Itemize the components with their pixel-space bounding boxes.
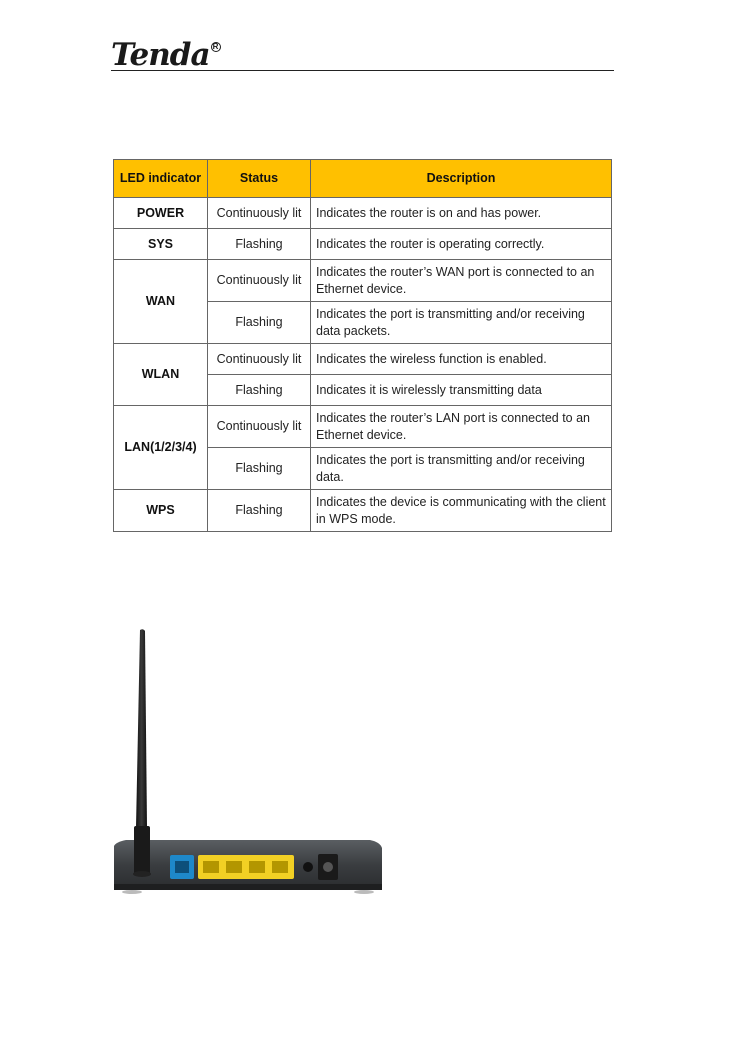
status-cell: Flashing	[208, 448, 311, 490]
table-header-row	[114, 160, 612, 198]
table-row	[114, 406, 612, 448]
status-cell: Continuously lit	[208, 198, 311, 229]
status-cell: Continuously lit	[208, 344, 311, 375]
status-cell: Flashing	[208, 229, 311, 260]
antenna-icon	[133, 629, 151, 877]
tenda-logo	[111, 37, 221, 73]
reset-button-icon	[303, 862, 313, 872]
registered-mark-icon: R	[211, 42, 221, 52]
description-cell: Indicates the router is operating correctly.	[311, 229, 612, 260]
status-cell: Flashing	[208, 490, 311, 532]
wan-port-icon	[170, 855, 194, 879]
power-jack-icon	[318, 854, 338, 880]
status-cell: Flashing	[208, 302, 311, 344]
status-cell: Continuously lit	[208, 406, 311, 448]
column-header-status: Status	[208, 160, 311, 198]
header-divider	[111, 70, 614, 71]
description-cell: Indicates the device is communicating with the client in WPS mode.	[311, 490, 612, 532]
lan-ports-icon	[198, 855, 294, 879]
table-row	[114, 344, 612, 375]
table-row	[114, 229, 612, 260]
table-row	[114, 260, 612, 302]
description-cell: Indicates it is wirelessly transmitting data	[311, 375, 612, 406]
router-rear-panel-image	[112, 628, 384, 894]
description-cell: Indicates the wireless function is enabled.	[311, 344, 612, 375]
led-name-wps: WPS	[114, 490, 208, 532]
led-name-wlan: WLAN	[114, 344, 208, 406]
column-header-description: Description	[311, 160, 612, 198]
table-row	[114, 198, 612, 229]
description-cell: Indicates the router’s WAN port is connected to an Ethernet device.	[311, 260, 612, 302]
led-indicator-table	[113, 159, 612, 532]
led-name-wan: WAN	[114, 260, 208, 344]
led-name-sys: SYS	[114, 229, 208, 260]
description-cell: Indicates the router is on and has power.	[311, 198, 612, 229]
led-name-power: POWER	[114, 198, 208, 229]
column-header-led: LED indicator	[114, 160, 208, 198]
description-cell: Indicates the port is transmitting and/or receiving data.	[311, 448, 612, 490]
description-cell: Indicates the router’s LAN port is connected to an Ethernet device.	[311, 406, 612, 448]
status-cell: Continuously lit	[208, 260, 311, 302]
description-cell: Indicates the port is transmitting and/or receiving data packets.	[311, 302, 612, 344]
table-row	[114, 490, 612, 532]
logo-wordmark: Tenda	[111, 37, 210, 73]
led-name-lan: LAN(1/2/3/4)	[114, 406, 208, 490]
status-cell: Flashing	[208, 375, 311, 406]
